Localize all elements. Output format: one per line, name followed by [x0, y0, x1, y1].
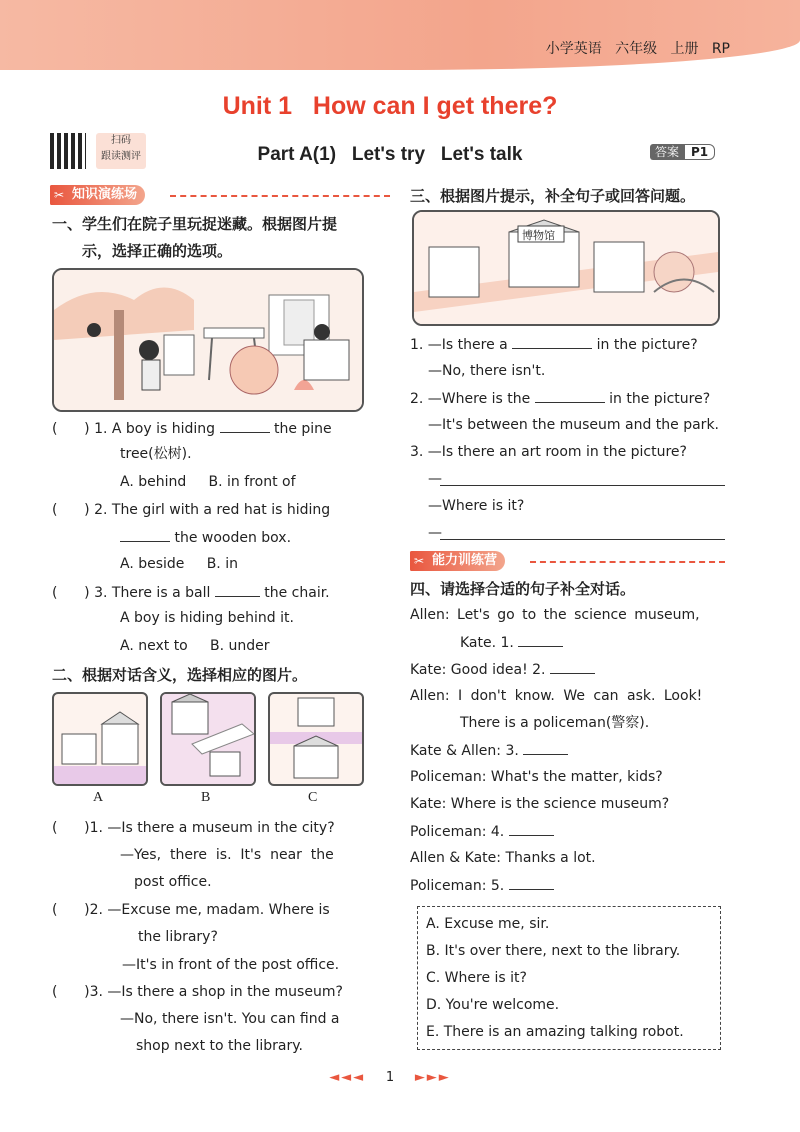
dialog-line-1: Allen: Let's go to the science museum,	[410, 607, 700, 623]
q1-item-1-options	[120, 472, 296, 492]
q2-item-3: ( )3. —Is there a shop in the museum?	[52, 984, 343, 1000]
next-arrows-icon[interactable]: ►►►	[414, 1070, 451, 1085]
option-c[interactable]: C. Where is it?	[426, 970, 527, 986]
answer-blank[interactable]	[215, 582, 260, 597]
section-divider	[530, 561, 725, 563]
answer-blank[interactable]	[509, 821, 554, 836]
answer-blank[interactable]	[550, 659, 595, 674]
dialog-line-8: Kate: Where is the science museum?	[410, 796, 670, 812]
picture-b[interactable]	[160, 692, 256, 786]
q2-item-1-line-2: —Yes, there is. It's near the	[120, 847, 334, 863]
dialog-line-6: Kate & Allen: 3.	[410, 740, 568, 761]
q1-item-2: ( ) 2. The girl with a red hat is hiding	[52, 502, 331, 518]
answer-line[interactable]	[440, 539, 725, 540]
dialog-line-10: Allen & Kate: Thanks a lot.	[410, 850, 596, 866]
edition-label: RP	[711, 41, 730, 57]
top-banner	[0, 0, 800, 70]
q4-heading: 四、请选择合适的句子补全对话。	[410, 580, 636, 598]
section-divider	[170, 195, 390, 197]
option-b[interactable]: B. It's over there, next to the library.	[426, 943, 681, 959]
dialog-line-5: There is a policeman(警察).	[460, 715, 650, 731]
q1-item-3: ( ) 3. There is a ball the chair.	[52, 582, 330, 603]
q2-item-1: ( )1. —Is there a museum in the city?	[52, 820, 335, 836]
q1-item-3-cont: A boy is hiding behind it.	[120, 610, 294, 626]
volume-label: 上册	[670, 41, 699, 57]
city-map-illustration	[414, 212, 718, 324]
option-a[interactable]: A. beside	[120, 556, 185, 572]
museum-road-icon	[162, 694, 254, 784]
answer-blank[interactable]	[120, 527, 170, 542]
q3-line-3: 2. —Where is the in the picture?	[410, 388, 710, 409]
read-test-label: 跟读测评	[101, 151, 141, 162]
q2-item-2-line-2: the library?	[138, 929, 218, 945]
answer-line[interactable]	[440, 485, 725, 486]
subject-label: 小学英语	[545, 41, 602, 57]
answer-page: P1	[684, 144, 715, 160]
q3-line-8: —	[428, 525, 442, 541]
q3-line-1: 1. —Is there a in the picture?	[410, 334, 698, 355]
option-b[interactable]: B. in front of	[208, 474, 296, 490]
option-d[interactable]: D. You're welcome.	[426, 997, 560, 1013]
hide-and-seek-picture	[52, 268, 364, 412]
dialog-line-2: Kate. 1.	[460, 632, 563, 653]
answer-blank[interactable]	[523, 740, 568, 755]
picture-a[interactable]	[52, 692, 148, 786]
museum-sign: 博物馆	[522, 229, 555, 242]
picture-label-c: C	[308, 790, 318, 805]
dialog-line-3: Kate: Good idea! 2.	[410, 659, 595, 680]
unit-title: Unit 1 How can I get there?	[222, 92, 558, 120]
answer-blank[interactable]	[518, 632, 563, 647]
answer-blank[interactable]	[535, 388, 605, 403]
page-number: 1	[385, 1070, 395, 1085]
q3-line-4: —It's between the museum and the park.	[428, 417, 719, 433]
q3-line-2: —No, there isn't.	[428, 363, 546, 379]
option-b[interactable]: B. under	[210, 638, 270, 654]
grade-label: 六年级	[615, 41, 658, 57]
scan-label: 扫码	[111, 135, 131, 146]
option-a[interactable]: A. behind	[120, 474, 187, 490]
dialog-line-7: Policeman: What's the matter, kids?	[410, 769, 663, 785]
answer-blank[interactable]	[220, 418, 270, 433]
q2-item-3-line-3: shop next to the library.	[136, 1038, 303, 1054]
banner-info	[546, 38, 730, 58]
answer-blank[interactable]	[509, 875, 554, 890]
prev-arrows-icon[interactable]: ◄◄◄	[329, 1070, 366, 1085]
dialog-line-4: Allen: I don't know. We can ask. Look!	[410, 688, 703, 704]
courtyard-illustration	[54, 270, 362, 410]
q1-heading: 一、学生们在院子里玩捉迷藏。根据图片提	[52, 215, 338, 233]
answer-blank[interactable]	[512, 334, 592, 349]
dialog-line-11: Policeman: 5.	[410, 875, 554, 896]
q1-item-1: ( ) 1. A boy is hiding the pine	[52, 418, 332, 439]
q3-heading: 三、根据图片提示，补全句子或回答问题。	[410, 187, 696, 205]
option-a[interactable]: A. Excuse me, sir.	[426, 916, 550, 932]
q1-item-2-options	[120, 554, 238, 574]
q2-item-2-line-3: —It's in front of the post office.	[122, 957, 340, 973]
picture-label-a: A	[93, 790, 104, 805]
q1-item-1-cont: tree(松树).	[120, 446, 192, 462]
q2-heading: 二、根据对话含义，选择相应的图片。	[52, 666, 308, 684]
city-picture	[412, 210, 720, 326]
answer-label: 答案	[650, 144, 684, 160]
picture-label-b: B	[201, 790, 211, 805]
q2-item-1-line-3: post office.	[134, 874, 212, 890]
section-ability-tag: ✂ 能力训练营	[410, 551, 505, 571]
section-knowledge-tag: ✂ 知识演练场	[50, 185, 145, 205]
part-title: Part A(1) Let's try Let's talk	[257, 144, 523, 165]
option-b[interactable]: B. in	[206, 556, 238, 572]
option-a[interactable]: A. next to	[120, 638, 188, 654]
shop-library-icon	[270, 694, 362, 784]
q3-line-6: —	[428, 471, 442, 487]
picture-c[interactable]	[268, 692, 364, 786]
q2-item-2: ( )2. —Excuse me, madam. Where is	[52, 902, 330, 918]
answer-badge[interactable]	[650, 143, 715, 160]
option-e[interactable]: E. There is an amazing talking robot.	[426, 1024, 684, 1040]
q3-line-5: 3. —Is there an art room in the picture?	[410, 444, 687, 460]
q1-heading-cont: 示，选择正确的选项。	[82, 242, 233, 260]
page-footer	[0, 1070, 780, 1085]
library-post-office-icon	[54, 694, 146, 784]
q3-line-7: —Where is it?	[428, 498, 525, 514]
dialog-line-9: Policeman: 4.	[410, 821, 554, 842]
q2-item-3-line-2: —No, there isn't. You can find a	[120, 1011, 340, 1027]
q1-item-2-cont: the wooden box.	[120, 527, 291, 548]
q1-item-3-options	[120, 636, 270, 656]
